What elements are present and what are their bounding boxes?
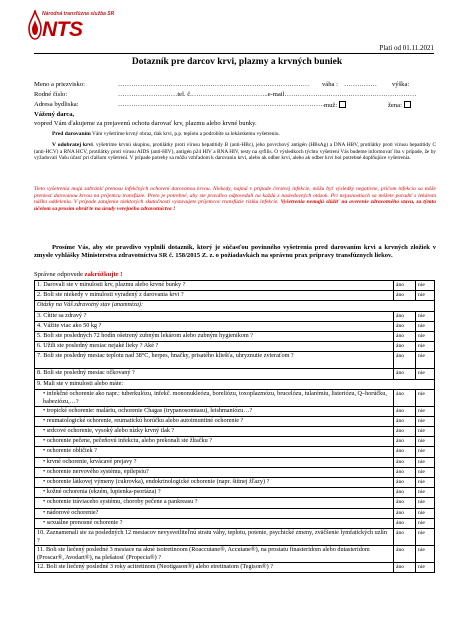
answer-yes[interactable]: áno xyxy=(394,545,416,562)
answer-no[interactable]: nie xyxy=(416,291,435,301)
birth-label: Rodné číslo: xyxy=(34,91,68,98)
answer-yes[interactable]: áno xyxy=(394,291,416,301)
answer-yes[interactable]: áno xyxy=(394,369,416,379)
question-text: 8. Boli ste posledný mesiac očkovaný ? xyxy=(35,369,394,379)
page-title: Dotazník pre darcov krvi, plazmy a krvných buniek xyxy=(131,57,343,67)
question-text: 12. Boli ste liečený posledné 3 roky acitretinom (Neotigason®) alebo etretinatom (Tegison®) ? xyxy=(35,562,394,572)
answer-yes[interactable]: áno xyxy=(394,389,416,406)
request-paragraph: Prosíme Vás, aby ste pravdivo vyplnili dotazník, ktorý je súčasťou povinného vyšetrenia pred darovaním krvi a krvných zložiek v zmysle vyhlášky Ministerstva zdravotníctva SR č. 158/2015 Z. z. o požiadavkách na správnu prax prípravy transfúznych liekov. xyxy=(34,244,436,259)
question-text: • nádorové ochorenie? xyxy=(35,508,394,518)
female-label: žena: xyxy=(388,102,402,109)
tests-paragraph xyxy=(34,142,436,162)
answer-yes[interactable]: áno xyxy=(394,528,416,545)
question-row xyxy=(35,311,435,321)
answer-yes[interactable]: áno xyxy=(394,331,416,341)
female-checkbox[interactable] xyxy=(404,101,411,108)
name-row xyxy=(34,81,85,88)
question-text: 7. Boli ste posledný mesiac teplotu nad 38°C, herpes, hnačky, prisatého kliešťa, uhryznutie zvieraťom ? xyxy=(35,352,394,369)
answer-yes[interactable]: áno xyxy=(394,447,416,457)
questionnaire-table xyxy=(34,280,435,573)
before-lead: Pred darovaním xyxy=(52,131,91,137)
address-label: Adresa bydliska: xyxy=(34,101,79,108)
salutation: Vážený darca, xyxy=(34,111,75,118)
before-text: Vám vyšetríme krvný obraz, tlak krvi, p.p. teplotu a podrobíte sa lekárskemu vyšetreniu. xyxy=(92,131,280,137)
question-row xyxy=(35,528,435,545)
answer-yes[interactable]: áno xyxy=(394,562,416,572)
question-text: 1. Darovali ste v minulosti krv, plazmu alebo krvné bunky ? xyxy=(35,281,394,291)
answer-no[interactable]: nie xyxy=(416,437,435,447)
question-row xyxy=(35,379,435,389)
valid-from: Platí od 01.11.2021 xyxy=(379,44,434,52)
answer-yes[interactable]: áno xyxy=(394,467,416,477)
answer-no[interactable]: nie xyxy=(416,478,435,488)
answer-no[interactable]: nie xyxy=(416,467,435,477)
question-text: • infekčné ochorenie ako napr.: tuberkulózu, infekč. mononukleózu, boreliózu, toxoplazmózu, brucelózu, tularémiu, listeriózu, Q–horúčku, babeziózu,…? xyxy=(35,389,394,406)
answers-instruction xyxy=(34,271,122,278)
question-row xyxy=(35,467,435,477)
question-row xyxy=(35,488,435,498)
question-text: • ochorenie nervového systému, epilepsiu? xyxy=(35,467,394,477)
answer-no[interactable]: nie xyxy=(416,416,435,426)
answer-yes[interactable]: áno xyxy=(394,321,416,331)
question-row xyxy=(35,291,435,301)
question-row xyxy=(35,518,435,528)
question-text: • ochorenie obličiek ? xyxy=(35,447,394,457)
height-label: výška: xyxy=(392,81,410,88)
tests-lead: V odobratej krvi xyxy=(52,142,93,148)
question-text: • sexuálne prenosné ochorenie ? xyxy=(35,518,394,528)
question-row xyxy=(35,342,435,352)
question-text: 9. Mali ste v minulosti alebo máte: xyxy=(35,379,435,389)
answer-no[interactable]: nie xyxy=(416,311,435,321)
nts-logo xyxy=(28,10,115,46)
logo-subtitle: Národná transfúzna služba SR xyxy=(42,11,115,17)
question-row xyxy=(35,352,435,369)
warning-paragraph xyxy=(34,186,436,212)
answer-no[interactable]: nie xyxy=(416,352,435,369)
address-field[interactable]: ………………………………………………………………………………….. xyxy=(118,101,326,108)
question-text: 2. Boli ste niekedy v minulosti vyradený z darovania krvi ? xyxy=(35,291,394,301)
answer-yes[interactable]: áno xyxy=(394,427,416,437)
question-text: • reumatologické ochorenie, reumatickú horúčku alebo autoimunitné ochorenie ? xyxy=(35,416,394,426)
male-checkbox[interactable] xyxy=(339,101,346,108)
answer-yes[interactable]: áno xyxy=(394,508,416,518)
question-row xyxy=(35,447,435,457)
warning-text: Tieto vyšetrenia majú zabrániť prenosu infekčných ochorení darovanou krvou. Niekedy, najmä v prípade čerstvej infekcie, môžu byť výsledky negatívne, pričom infekcia sa môže preniesť darovanou krvou na príjemcu transfúzie. Preto je potrebné, aby ste pravdivo odpovedali na každú z nasledovných otázok. Pri nejasnostiach sa môžete poradiť s lekárom nášho oddelenia. V prípade zatajenia niektorých skutočností vystavujete príjemcov transfúzie riziku infekcie. xyxy=(34,186,436,206)
question-row xyxy=(35,406,435,416)
answer-yes[interactable]: áno xyxy=(394,518,416,528)
question-row xyxy=(35,321,435,331)
answers-label: Správne odpovede xyxy=(34,271,83,278)
weight-field[interactable]: …………… xyxy=(344,81,377,88)
question-text: • ochorenie tráviaceho systému, choroby pečene a pankreasu ? xyxy=(35,498,394,508)
answer-no[interactable]: nie xyxy=(416,321,435,331)
header-divider xyxy=(34,53,434,54)
answer-no[interactable]: nie xyxy=(416,488,435,498)
question-text: • srdcové ochorenie, vysoký alebo nízky krvný tlak ? xyxy=(35,427,394,437)
answer-yes[interactable]: áno xyxy=(394,311,416,321)
thanks-text: vopred Vám ďakujeme za prejavenú ochotu darovať krv, plazmu alebo krvné bunky. xyxy=(34,120,257,127)
answer-no[interactable]: nie xyxy=(416,369,435,379)
question-row xyxy=(35,416,435,426)
name-field[interactable]: …………………………………………………………………………… xyxy=(118,81,310,88)
answer-yes[interactable]: áno xyxy=(394,457,416,467)
answer-no[interactable]: nie xyxy=(416,508,435,518)
answer-no[interactable]: nie xyxy=(416,389,435,406)
question-text: 3. Cítite sa zdravý ? xyxy=(35,311,394,321)
logo-title: NTS xyxy=(42,18,83,41)
answer-no[interactable]: nie xyxy=(416,447,435,457)
question-text: • ochorenie látkovej výmeny (cukrovka), endokrinologické ochorenie (napr. štítnej žľazy) ? xyxy=(35,478,394,488)
answers-emphasis: zakrúžkujte ! xyxy=(84,271,123,278)
question-text: 4. Vážite viac ako 50 kg ? xyxy=(35,321,394,331)
question-row xyxy=(35,389,435,406)
female-option[interactable] xyxy=(388,101,411,109)
answer-no[interactable]: nie xyxy=(416,427,435,437)
question-row xyxy=(35,545,435,562)
answer-no[interactable]: nie xyxy=(416,281,435,291)
question-text: • tropické ochorenie: maláriu, ochorenie Chagas (trypanosomiasu), leishmaniózu…? xyxy=(35,406,394,416)
question-row xyxy=(35,498,435,508)
answer-yes[interactable]: áno xyxy=(394,498,416,508)
answer-no[interactable]: nie xyxy=(416,562,435,572)
answer-yes[interactable]: áno xyxy=(394,437,416,447)
answer-yes[interactable]: áno xyxy=(394,281,416,291)
answer-no[interactable]: nie xyxy=(416,545,435,562)
name-label: Meno a priezvisko: xyxy=(34,81,85,88)
tests-text: . vyšetríme krvnú skupinu, protilátky proti vírusu hepatitídy B (anti-HBc), jeho povrchový antigén (HBsAg) a DNA HBV, protilátky proti vírusu hepatitídy C (anti-HCV) a RNA HCV, protilátky proti vírusu AIDS (anti-HIV), antigén p24 HIV a RNA HIV, testy na syfilis. O výsledkoch týchto vyšetrení Vás budeme informovať iba v prípade, že by vyžadovali Vašu účasť pri ďalšom vyšetrení. V prípade potreby sa môžu vzhľadom k darovaniu krvi, alebo ak odber krvi, alebo ak odber krvi bol potrebné doplňujúce vyšetrenia. xyxy=(34,142,436,162)
answer-no[interactable]: nie xyxy=(416,518,435,528)
question-text: • kožné ochorenia (ekzém, lupienka-psoriáza) ? xyxy=(35,488,394,498)
answer-no[interactable]: nie xyxy=(416,331,435,341)
question-row xyxy=(35,301,435,311)
question-row xyxy=(35,369,435,379)
blood-drop-icon xyxy=(28,10,42,40)
answer-no[interactable]: nie xyxy=(416,498,435,508)
question-text: 10. Zaznamenali ste za posledných 12 mesiacov nevysvetliteľnú stratu váhy, teplotu, potenie, psychické zmeny, zväčšenie lymfatických uzlín ? xyxy=(35,528,394,545)
answer-yes[interactable]: áno xyxy=(394,406,416,416)
question-row xyxy=(35,331,435,341)
birth-phone-email-field[interactable]: ………………………tel. č.……………………………..e-mail…………………………………………………… xyxy=(118,91,417,98)
male-label: muž: xyxy=(324,102,338,109)
answer-yes[interactable]: áno xyxy=(394,488,416,498)
answer-yes[interactable]: áno xyxy=(394,478,416,488)
question-row xyxy=(35,427,435,437)
question-row xyxy=(35,437,435,447)
answer-no[interactable]: nie xyxy=(416,528,435,545)
answer-yes[interactable]: áno xyxy=(394,342,416,352)
before-donation-paragraph xyxy=(34,131,436,138)
answer-yes[interactable]: áno xyxy=(394,352,416,369)
question-text: Otázky na Váš zdravotný stav (anamnéza): xyxy=(35,301,435,311)
weight-label: váha : xyxy=(322,81,338,88)
answer-no[interactable]: nie xyxy=(416,342,435,352)
question-row xyxy=(35,457,435,467)
answer-no[interactable]: nie xyxy=(416,406,435,416)
question-row xyxy=(35,562,435,572)
question-text: 11. Boli ste liečený posledné 3 mesiace na akné isotretinoom (Roaccutane®, Accutane®), na prostatu finasteridom alebo dutasteridom (Proscar®, Avodart®), na plešatosť (Propecia®) ? xyxy=(35,545,394,562)
question-row xyxy=(35,281,435,291)
warning-emphasis: Vyšetrenia nemajú slúžiť na overenie zdravotného stavu, za týmto účelom sa prosím obráťte na úrady verejného zdravotníctva ! xyxy=(34,199,437,212)
question-row xyxy=(35,478,435,488)
question-row xyxy=(35,508,435,518)
question-text: 6. Užili ste posledný mesiac nejaké lieky ? Aké ? xyxy=(35,342,394,352)
question-text: • ochorenie pečene, pečeňovú infekciu, alebo prekonali ste žltačku ? xyxy=(35,437,394,447)
answer-no[interactable]: nie xyxy=(416,457,435,467)
male-option[interactable] xyxy=(324,101,346,109)
answer-yes[interactable]: áno xyxy=(394,416,416,426)
question-text: 5. Boli ste posledných 72 hodín ošetrený zubným lekárom alebo zubným hygienikom ? xyxy=(35,331,394,341)
question-text: • krvné ochorenie, krvácavé prejavy ? xyxy=(35,457,394,467)
